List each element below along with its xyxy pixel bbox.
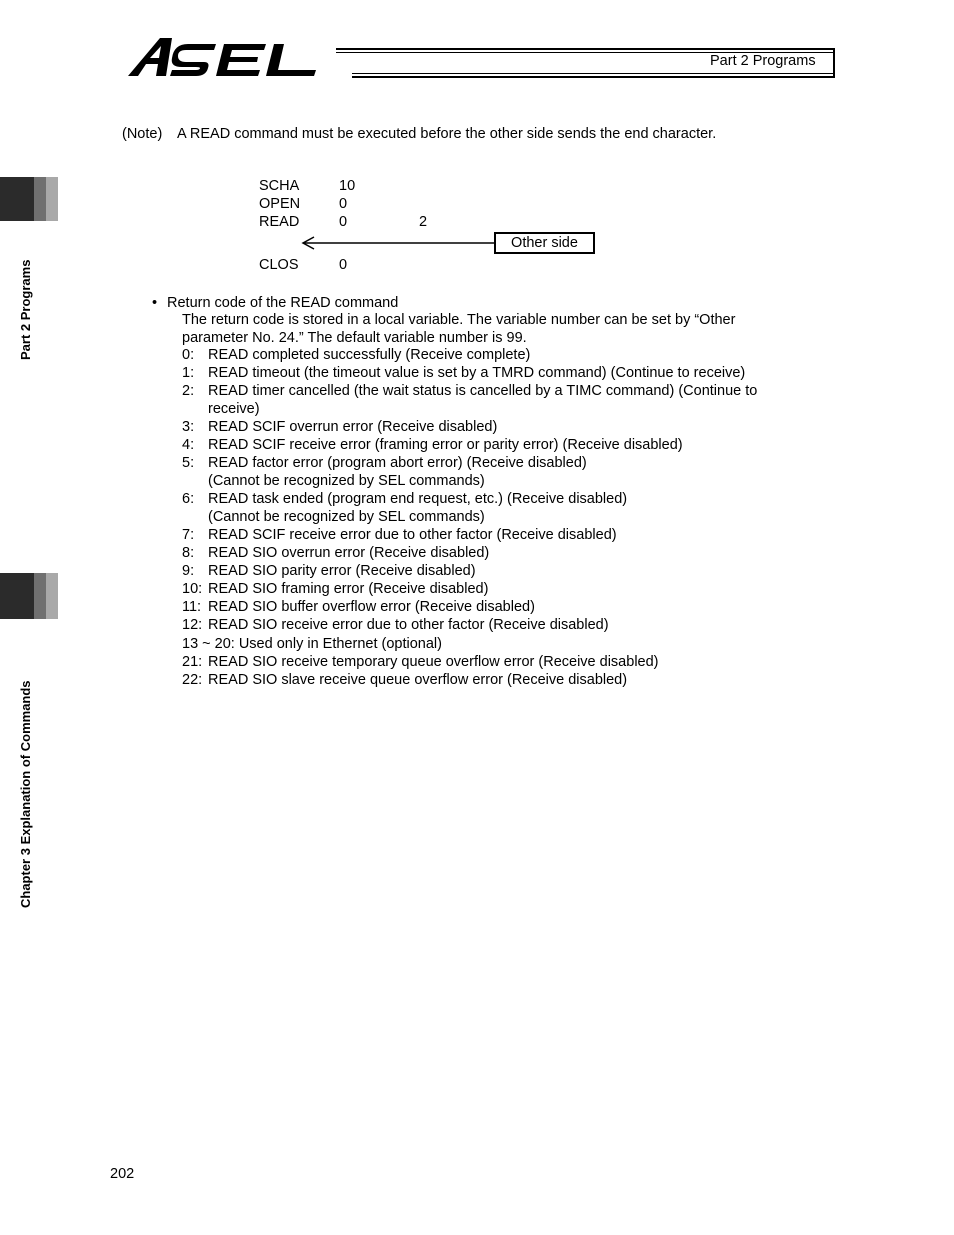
arrow-left-icon <box>300 236 496 250</box>
return-code-number: 7: <box>182 527 195 543</box>
return-code-number: 1: <box>182 365 195 381</box>
return-code-text: READ task ended (program end request, etc.) (Receive disabled) <box>208 491 628 507</box>
return-code-number: 0: <box>182 347 195 363</box>
bullet-icon: • <box>152 295 158 311</box>
return-code-text: receive) <box>208 401 260 417</box>
return-code-number: 4: <box>182 437 195 453</box>
return-code-number: 5: <box>182 455 195 471</box>
side-label-part: Part 2 Programs <box>18 259 33 360</box>
diagram-cmd: READ <box>259 214 300 230</box>
return-code-number: 6: <box>182 491 195 507</box>
return-code-text: READ SIO receive temporary queue overflow error (Receive disabled) <box>208 654 659 670</box>
list-item <box>182 508 757 526</box>
list-item <box>182 526 757 544</box>
list-item <box>182 454 757 472</box>
return-code-text: READ factor error (program abort error) (Receive disabled) <box>208 455 587 471</box>
list-item <box>182 436 757 454</box>
header-rule-bottom <box>352 73 835 74</box>
header-rule-right <box>833 48 835 78</box>
return-code-text: READ SCIF overrun error (Receive disabled) <box>208 419 498 435</box>
return-code-number: 10: <box>182 581 203 597</box>
return-code-text: READ SIO overrun error (Receive disabled) <box>208 545 490 561</box>
return-code-list <box>182 346 757 689</box>
list-item <box>182 400 757 418</box>
diagram-op2: 2 <box>419 214 428 230</box>
return-code-text: READ completed successfully (Receive complete) <box>208 347 531 363</box>
list-item <box>182 418 757 436</box>
list-item <box>182 580 757 598</box>
list-item <box>182 544 757 562</box>
return-code-text: 13 ~ 20: Used only in Ethernet (optional) <box>182 636 442 652</box>
diagram-op1: 0 <box>339 196 348 212</box>
return-code-text: READ SCIF receive error due to other factor (Receive disabled) <box>208 527 617 543</box>
return-code-number: 21: <box>182 654 203 670</box>
return-code-number: 9: <box>182 563 195 579</box>
list-item <box>182 382 757 400</box>
return-code-number: 11: <box>182 599 202 615</box>
return-code-number: 2: <box>182 383 195 399</box>
return-code-desc: parameter No. 24.” The default variable number is 99. <box>182 330 527 346</box>
list-item <box>182 490 757 508</box>
header-rule-top <box>336 48 835 50</box>
list-item <box>182 472 757 490</box>
list-item <box>182 653 757 671</box>
return-code-text: READ SIO slave receive queue overflow error (Receive disabled) <box>208 672 628 688</box>
return-code-number: 3: <box>182 419 195 435</box>
return-code-text: READ SCIF receive error (framing error or parity error) (Receive disabled) <box>208 437 683 453</box>
page-number: 202 <box>110 1166 135 1182</box>
note-text: A READ command must be executed before the other side sends the end character. <box>177 126 717 142</box>
diagram-op1: 10 <box>339 178 356 194</box>
side-tab-bottom <box>0 573 58 619</box>
header-rule-bottom-thick <box>352 76 835 78</box>
note-prefix: (Note) <box>122 126 163 142</box>
return-code-text: (Cannot be recognized by SEL commands) <box>208 509 485 525</box>
return-code-number: 22: <box>182 672 203 688</box>
diagram-op1: 0 <box>339 214 348 230</box>
diagram-op1: 0 <box>339 257 348 273</box>
return-code-text: READ SIO receive error due to other factor (Receive disabled) <box>208 617 609 633</box>
return-code-desc: The return code is stored in a local variable. The variable number can be set by “Other <box>182 312 736 328</box>
list-item <box>182 562 757 580</box>
asel-logo <box>126 34 350 82</box>
side-tab-top <box>0 177 58 221</box>
return-code-text: READ SIO buffer overflow error (Receive disabled) <box>208 599 535 615</box>
diagram-cmd: OPEN <box>259 196 301 212</box>
list-item <box>182 671 757 689</box>
list-item <box>182 616 757 634</box>
list-item <box>182 364 757 382</box>
return-code-text: READ timeout (the timeout value is set by a TMRD command) (Continue to receive) <box>208 365 746 381</box>
header-part-label: Part 2 Programs <box>710 53 816 69</box>
return-code-heading: Return code of the READ command <box>167 295 399 311</box>
return-code-text: (Cannot be recognized by SEL commands) <box>208 473 485 489</box>
side-label-chapter: Chapter 3 Explanation of Commands <box>18 680 33 908</box>
return-code-number: 12: <box>182 617 203 633</box>
list-item <box>182 598 757 616</box>
return-code-text: READ timer cancelled (the wait status is cancelled by a TIMC command) (Continue to <box>208 383 758 399</box>
return-code-text: READ SIO parity error (Receive disabled) <box>208 563 476 579</box>
list-item <box>182 346 757 364</box>
diagram-cmd: CLOS <box>259 257 299 273</box>
diagram-cmd: SCHA <box>259 178 300 194</box>
other-side-box: Other side <box>494 232 595 254</box>
list-item <box>182 635 757 653</box>
return-code-text: READ SIO framing error (Receive disabled) <box>208 581 489 597</box>
return-code-number: 8: <box>182 545 195 561</box>
